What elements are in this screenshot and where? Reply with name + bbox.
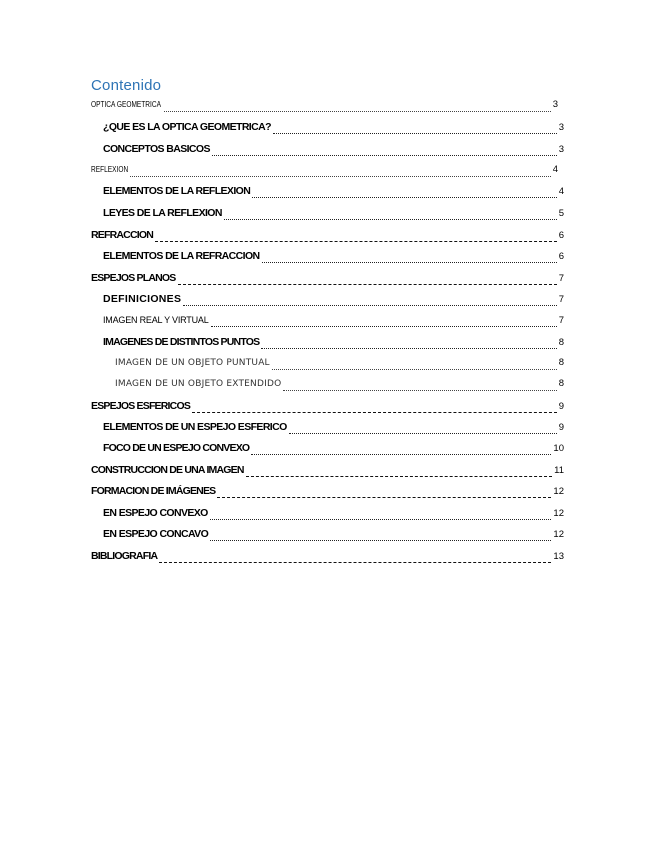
toc-entry-imagen-objeto-puntual[interactable] [115,356,564,370]
toc-page-number: 8 [558,337,564,348]
toc-leader [155,231,557,242]
toc-leader [252,187,557,198]
toc-page-number: 12 [553,529,564,540]
toc-leader [224,209,557,220]
toc-entry-imagen-objeto-extendido[interactable] [115,377,564,391]
toc-entry-optica-geometrica[interactable] [91,98,558,112]
toc-entry-label: FOCO DE UN ESPEJO CONVEXO [103,442,250,454]
toc-entry-label: ESPEJOS PLANOS [91,272,176,284]
toc-entry-bibliografia[interactable] [91,549,564,563]
toc-leader [210,509,552,520]
toc-leader [183,295,556,306]
toc-entry-label: ¿QUE ES LA OPTICA GEOMETRICA? [103,121,271,133]
toc-entry-elementos-reflexion[interactable] [103,184,564,198]
toc-leader [251,444,551,455]
toc-leader [178,274,557,285]
toc-leader [212,145,557,156]
toc-leader [273,123,557,134]
toc-leader [164,101,550,112]
toc-page-number: 12 [553,508,564,519]
toc-entry-elementos-espejo-esferico[interactable] [103,420,564,434]
toc-page-number: 4 [552,164,558,175]
toc-entry-label: BIBLIOGRAFIA [91,550,158,562]
toc-entry-conceptos-basicos[interactable] [103,142,564,156]
toc-leader [283,380,556,391]
toc-entry-label: ELEMENTOS DE UN ESPEJO ESFERICO [103,421,287,433]
toc-entry-imagen-real-virtual[interactable] [103,313,564,327]
toc-page-number: 13 [553,551,564,562]
toc-entry-imagenes-distintos-puntos[interactable] [103,335,564,349]
toc-entry-label: ESPEJOS ESFERICOS [91,400,191,412]
toc-entry-label: CONCEPTOS BASICOS [103,143,210,155]
toc-page-number: 9 [558,422,564,433]
toc-entry-construccion-imagen[interactable] [91,463,564,477]
toc-entry-refraccion[interactable] [91,228,564,242]
toc-page-number: 3 [552,99,558,110]
toc-entry-label: EN ESPEJO CONCAVO [103,528,209,540]
toc-entry-label: IMAGENES DE DISTINTOS PUNTOS [103,336,260,348]
toc-entry-formacion-imagenes[interactable] [91,484,564,498]
toc-page-number: 8 [558,378,564,389]
toc-page-number: 11 [554,465,564,476]
toc-page-number: 10 [553,443,564,454]
toc-entry-label: LEYES DE LA REFLEXION [103,207,222,219]
toc-entry-foco-espejo-convexo[interactable] [103,441,564,455]
toc-entry-label: DEFINICIONES [103,293,182,305]
toc-leader [159,552,551,563]
toc-entry-label: REFRACCION [91,229,153,241]
toc-page-number: 7 [558,315,564,326]
toc-title: Contenido [91,77,162,94]
toc-entry-label: REFLEXION [91,165,129,174]
toc-page-number: 9 [558,401,564,412]
toc-entry-label: FORMACION DE IMÁGENES [91,485,216,497]
toc-entry-label: ELEMENTOS DE LA REFRACCION [103,250,260,262]
toc-entry-elementos-refraccion[interactable] [103,249,564,263]
toc-entry-label: ELEMENTOS DE LA REFLEXION [103,185,251,197]
toc-entry-label: CONSTRUCCION DE UNA IMAGEN [91,464,244,476]
toc-entry-definiciones[interactable] [103,292,564,306]
toc-page-number: 3 [558,122,564,133]
toc-entry-label: IMAGEN DE UN OBJETO PUNTUAL [115,358,270,368]
toc-page-number: 5 [558,208,564,219]
toc-entry-label: EN ESPEJO CONVEXO [103,507,208,519]
toc-page-number: 7 [558,273,564,284]
toc-page-number: 6 [558,230,564,241]
toc-page-number: 12 [553,486,564,497]
toc-entry-label: IMAGEN DE UN OBJETO EXTENDIDO [115,379,282,389]
toc-leader [210,530,551,541]
toc-entry-que-es-optica[interactable] [103,120,564,134]
toc-leader [261,338,556,349]
toc-entry-label: OPTICA GEOMETRICA [91,100,161,109]
toc-entry-espejo-convexo[interactable] [103,506,564,520]
toc-page-number: 8 [558,357,564,368]
toc-entry-label: IMAGEN REAL Y VIRTUAL [103,315,209,325]
toc-leader [192,402,557,413]
toc-entry-espejos-planos[interactable] [91,271,564,285]
toc-entry-reflexion[interactable] [91,163,558,177]
toc-entry-leyes-reflexion[interactable] [103,206,564,220]
toc-leader [272,359,557,370]
toc-leader [289,423,557,434]
toc-entry-espejos-esfericos[interactable] [91,399,564,413]
toc-leader [246,466,552,477]
toc-leader [262,252,557,263]
toc-leader [217,487,551,498]
toc-page-number: 6 [558,251,564,262]
toc-entry-espejo-concavo[interactable] [103,527,564,541]
toc-page-number: 4 [558,186,564,197]
toc-page-number: 3 [558,144,564,155]
toc-page-number: 7 [558,294,564,305]
toc-leader [211,316,557,327]
toc-leader [130,166,550,177]
